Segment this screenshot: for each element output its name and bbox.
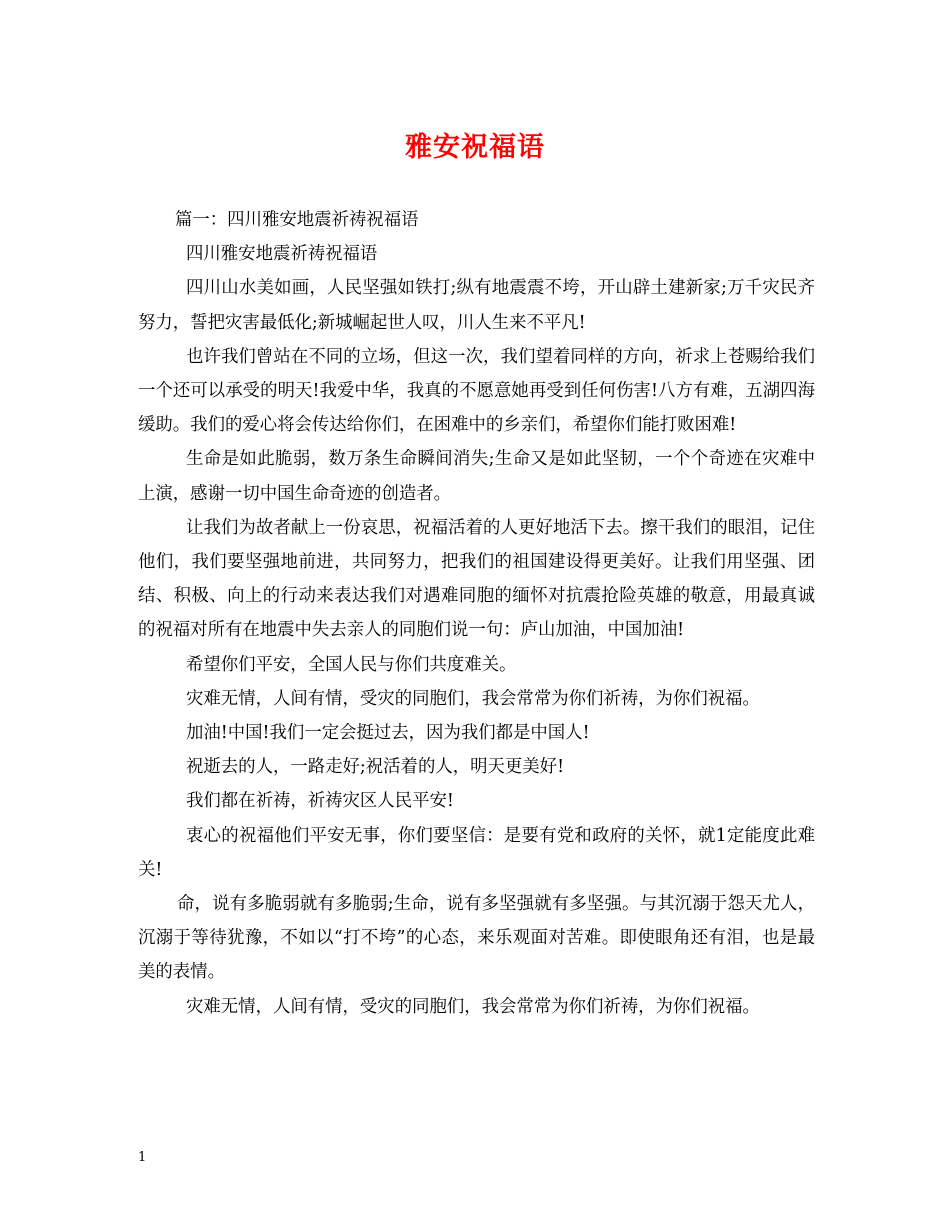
paragraph: 我们都在祈祷，祈祷灾区人民平安! [186,791,454,812]
paragraph: 衷心的祝福他们平安无事，你们要坚信：是要有党和政府的关怀，就1定能度此难关! [138,825,815,880]
paragraph: 希望你们平安，全国人民与你们共度难关。 [186,654,517,675]
paragraph: 灾难无情，人间有情，受灾的同胞们，我会常常为你们祈祷，为你们祝福。 [186,688,760,709]
paragraph: 加油!中国!我们一定会挺过去，因为我们都是中国人! [186,723,590,744]
paragraph: 生命是如此脆弱，数万条生命瞬间消失;生命又是如此坚韧，一个个奇迹在灾难中上演，感谢一切中国生命奇迹的创造者。 [138,449,815,504]
paragraph: 命，说有多脆弱就有多脆弱;生命，说有多坚强就有多坚强。与其沉溺于怨天尤人，沉溺于等待犹豫，不如以“打不垮”的心态，来乐观面对苦难。即使眼角还有泪，也是最美的表情。 [138,894,815,983]
paragraph: 灾难无情，人间有情，受灾的同胞们，我会常常为你们祈祷，为你们祝福。 [186,996,760,1017]
page-number: 1 [138,1150,147,1165]
subsection-heading: 四川雅安地震祈祷祝福语 [186,244,378,265]
section-heading: 篇一：四川雅安地震祈祷祝福语 [175,210,419,230]
paragraph: 祝逝去的人，一路走好;祝活着的人，明天更美好! [186,757,565,778]
document-body [138,203,815,1024]
paragraph: 也许我们曾站在不同的立场，但这一次，我们望着同样的方向，祈求上苍赐给我们一个还可以承受的明天!我爱中华，我真的不愿意她再受到任何伤害!八方有难，五湖四海缓助。我们的爱心将会传达给你们，在困难中的乡亲们，希望你们能打败困难! [138,346,815,436]
document-title: 雅安祝福语 [405,132,545,163]
paragraph: 四川山水美如画，人民坚强如铁打;纵有地震震不垮，开山辟土建新家;万千灾民齐努力，誓把灾害最低化;新城崛起世人叹，川人生来不平凡! [138,278,815,333]
paragraph: 让我们为故者献上一份哀思，祝福活着的人更好地活下去。擦干我们的眼泪，记住他们，我们要坚强地前进，共同努力，把我们的祖国建设得更美好。让我们用坚强、团结、积极、向上的行动来表达我们对遇难同胞的缅怀对抗震抢险英雄的敬意，用最真诚的祝福对所有在地震中失去亲人的同胞们说一句：庐山加油，中国加油! [138,517,815,641]
